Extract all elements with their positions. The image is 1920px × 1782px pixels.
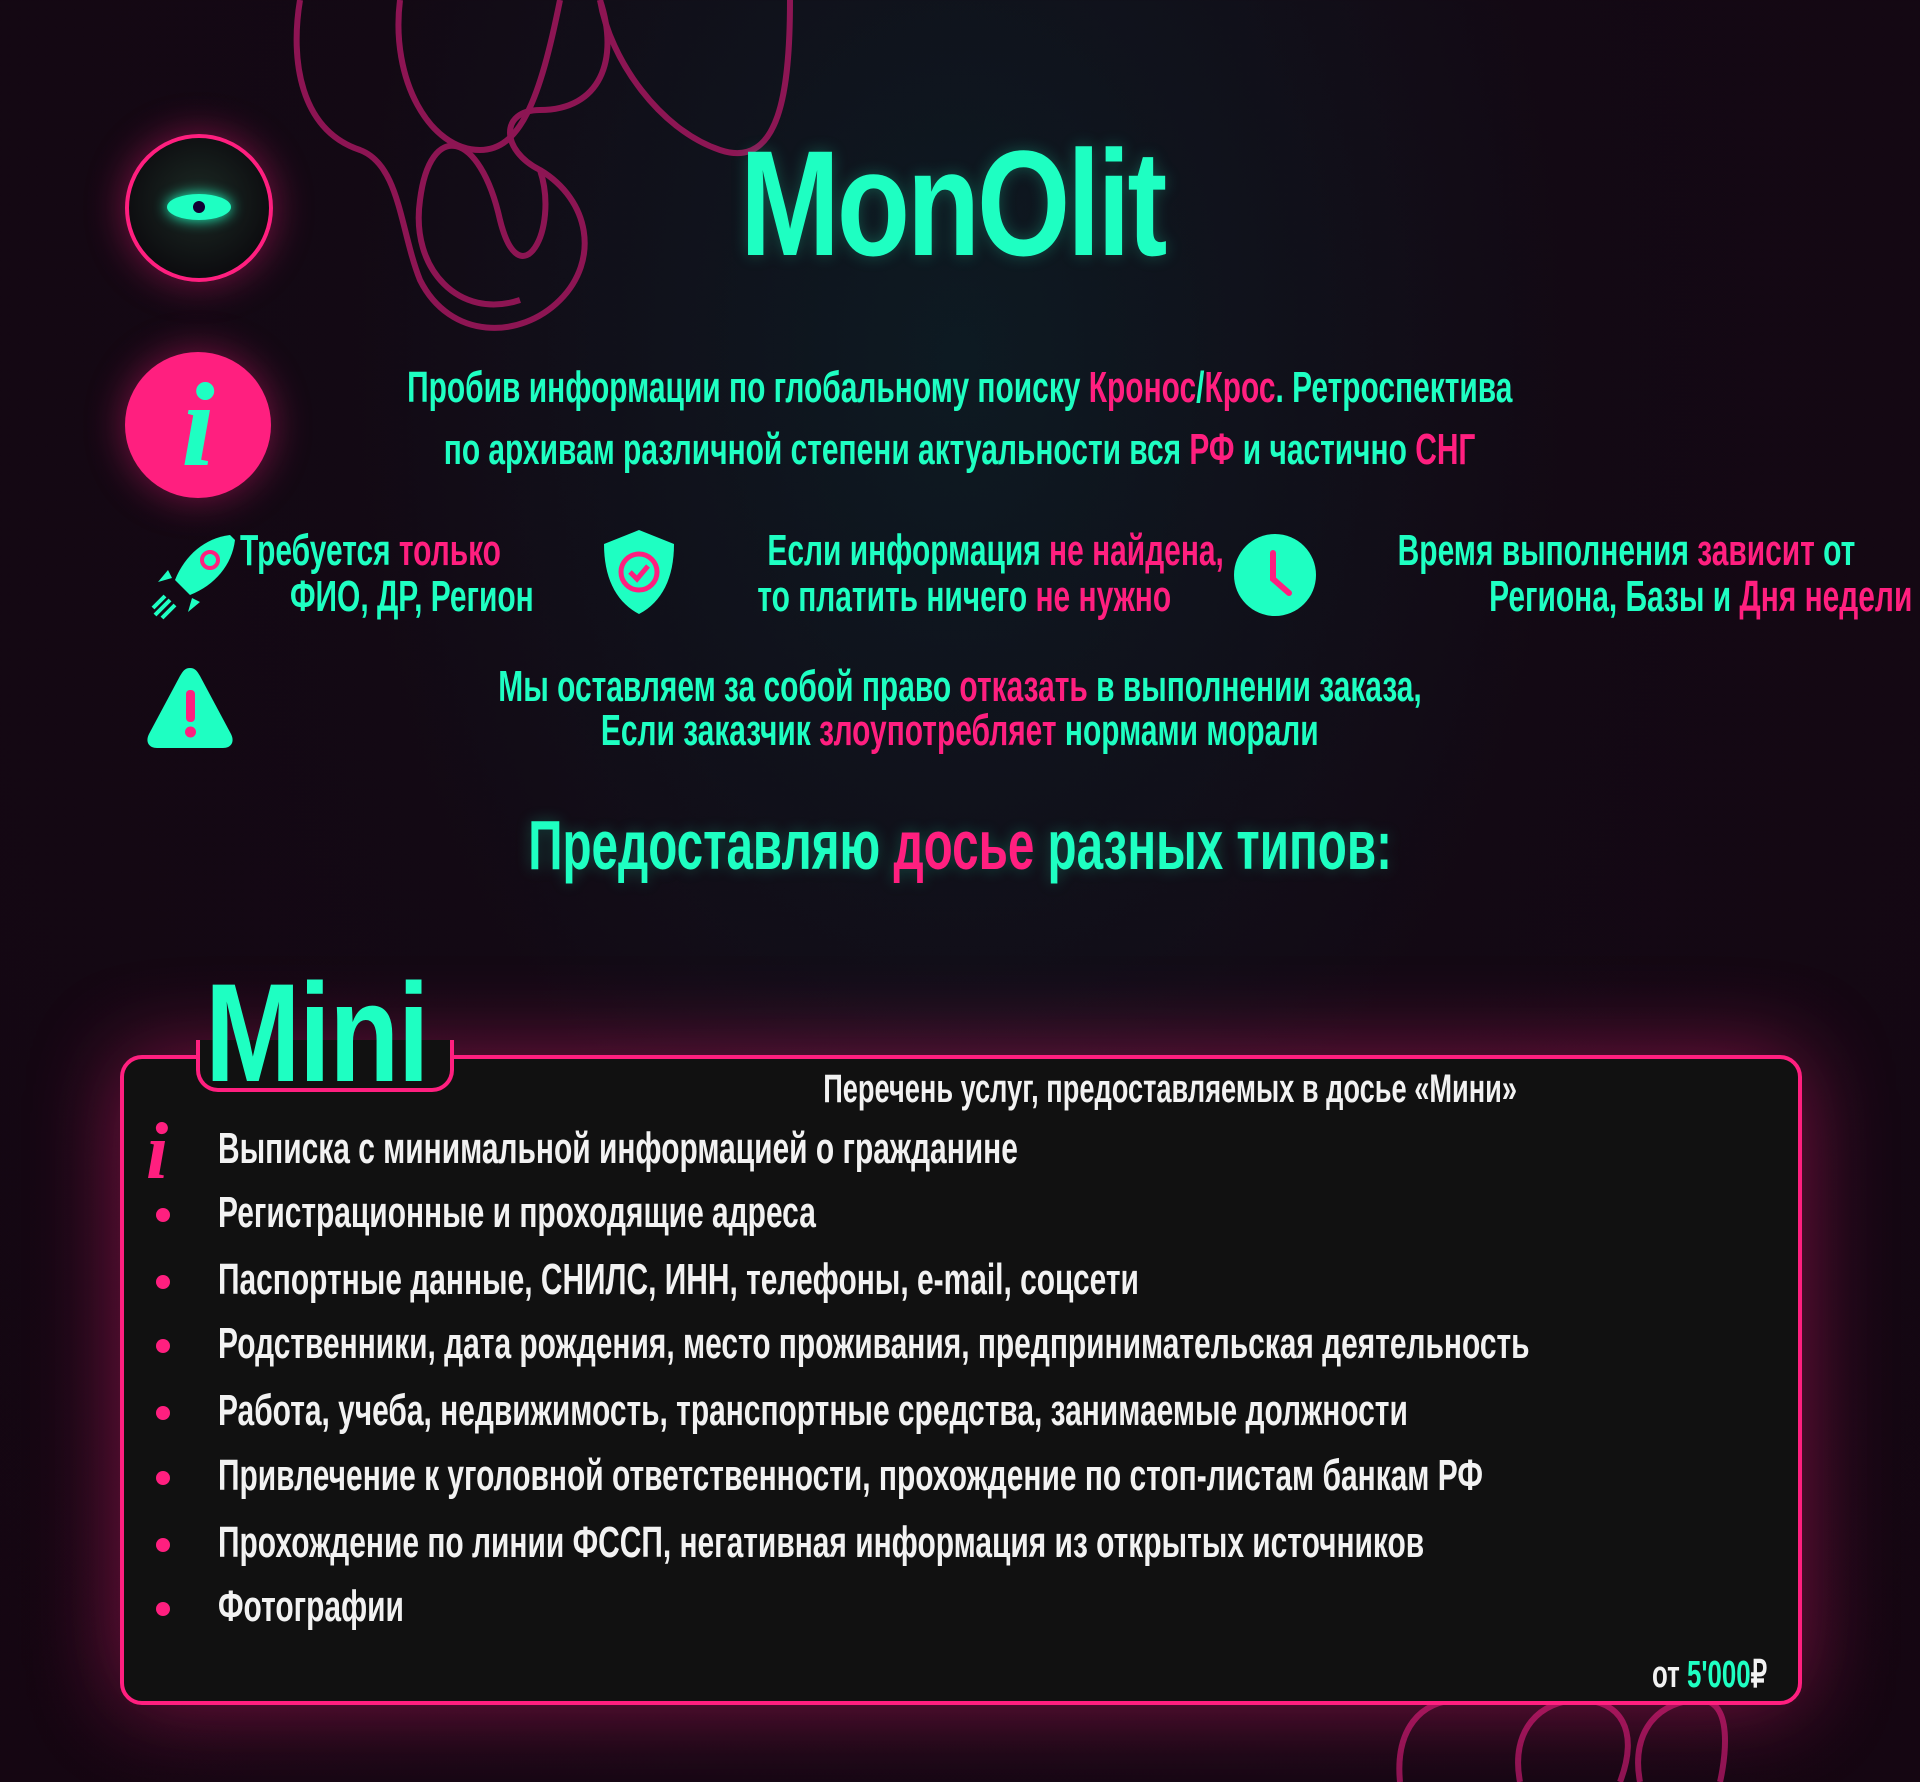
highlight-text: Кронос bbox=[1088, 363, 1197, 412]
rocket-icon bbox=[150, 530, 240, 620]
list-item-text: Выписка с минимальной информацией о гражданине bbox=[218, 1124, 1018, 1173]
text-segment: то платить ничего bbox=[757, 572, 1036, 621]
eye-icon bbox=[167, 194, 231, 220]
text-segment: от bbox=[1814, 526, 1856, 575]
price bbox=[1652, 1652, 1821, 1698]
highlight-text: Крос bbox=[1204, 363, 1276, 412]
mini-subtitle: Перечень услуг, предоставляемых в досье «Мини» bbox=[823, 1067, 1517, 1111]
text-segment: Пробив информации по глобальному поиску bbox=[407, 363, 1089, 412]
list-item bbox=[218, 1319, 1920, 1369]
currency-symbol: ₽ bbox=[1750, 1654, 1768, 1696]
feature-no-payment bbox=[660, 528, 1260, 620]
text-segment: Региона, Базы и bbox=[1489, 572, 1740, 621]
list-item bbox=[218, 1582, 491, 1632]
section-heading bbox=[0, 805, 1920, 885]
highlight-text: отказать bbox=[959, 662, 1088, 711]
bullet-icon bbox=[156, 1602, 170, 1616]
list-item bbox=[218, 1188, 1097, 1238]
highlight-text: только bbox=[398, 526, 501, 575]
text-segment: . Ретроспектива bbox=[1275, 363, 1513, 412]
bullet-icon bbox=[156, 1406, 170, 1420]
price-value: 5'000 bbox=[1686, 1654, 1751, 1696]
text-segment: в выполнении заказа, bbox=[1087, 662, 1422, 711]
text-segment: Если заказчик bbox=[601, 706, 820, 755]
bullet-icon bbox=[156, 1275, 170, 1289]
bullet-icon bbox=[156, 1339, 170, 1353]
list-item bbox=[218, 1124, 1394, 1174]
highlight-text: не найдена, bbox=[1049, 526, 1224, 575]
list-item bbox=[218, 1386, 1920, 1436]
list-item-text: Регистрационные и проходящие адреса bbox=[218, 1188, 816, 1237]
bullet-icon bbox=[156, 1538, 170, 1552]
list-item-text: Паспортные данные, СНИЛС, ИНН, телефоны, e-mail, соцсети bbox=[218, 1255, 1139, 1304]
highlight-text: Дня недели bbox=[1739, 572, 1913, 621]
list-item bbox=[218, 1255, 1572, 1305]
info-icon: i bbox=[125, 352, 271, 498]
mini-tab-label: Mini bbox=[205, 968, 477, 1098]
list-item-text: Прохождение по линии ФССП, негативная информация из открытых источников bbox=[218, 1518, 1425, 1567]
highlight-text: не нужно bbox=[1035, 572, 1172, 621]
text-segment: Мы оставляем за собой право bbox=[498, 662, 960, 711]
highlight-text: СНГ bbox=[1415, 425, 1476, 474]
text-segment: и частично bbox=[1234, 425, 1416, 474]
list-item-text: Родственники, дата рождения, место проживания, предпринимательская деятельность bbox=[218, 1319, 1530, 1368]
feature-required-data bbox=[240, 528, 620, 620]
text-segment: / bbox=[1196, 363, 1205, 412]
avatar bbox=[125, 134, 273, 282]
list-item bbox=[218, 1518, 1920, 1568]
list-item-text: Привлечение к уголовной ответственности, прохождение по стоп-листам банкам РФ bbox=[218, 1451, 1483, 1500]
text-segment: ФИО, ДР, Регион bbox=[290, 572, 534, 621]
info-icon: i bbox=[146, 1108, 169, 1196]
bullet-icon bbox=[156, 1471, 170, 1485]
warning-line-2 bbox=[0, 708, 1920, 754]
highlight-text: злоупотребляет bbox=[819, 706, 1057, 755]
text-segment: разных типов: bbox=[1034, 806, 1392, 884]
highlight-text: досье bbox=[893, 806, 1035, 884]
highlight-text: РФ bbox=[1189, 425, 1235, 474]
text-segment: по архивам различной степени актуальности вся bbox=[444, 425, 1190, 474]
list-item-text: Работа, учеба, недвижимость, транспортные средства, занимаемые должности bbox=[218, 1386, 1408, 1435]
list-item bbox=[218, 1451, 1920, 1501]
brand-title: MonOlit bbox=[740, 119, 1165, 287]
list-item-text: Фотографии bbox=[218, 1582, 404, 1631]
bullet-icon bbox=[156, 1208, 170, 1222]
text-segment: Время выполнения bbox=[1397, 526, 1698, 575]
text-segment: нормами морали bbox=[1056, 706, 1319, 755]
warning-line-1 bbox=[0, 664, 1920, 710]
intro-line-2 bbox=[0, 420, 1920, 480]
text-segment: Если информация bbox=[767, 526, 1050, 575]
highlight-text: зависит bbox=[1697, 526, 1815, 575]
text-segment: Требуется bbox=[240, 526, 399, 575]
text-segment: Предоставляю bbox=[528, 806, 894, 884]
price-prefix: от bbox=[1652, 1654, 1680, 1696]
feature-time bbox=[1290, 526, 1913, 621]
intro-line-1 bbox=[0, 358, 1920, 418]
